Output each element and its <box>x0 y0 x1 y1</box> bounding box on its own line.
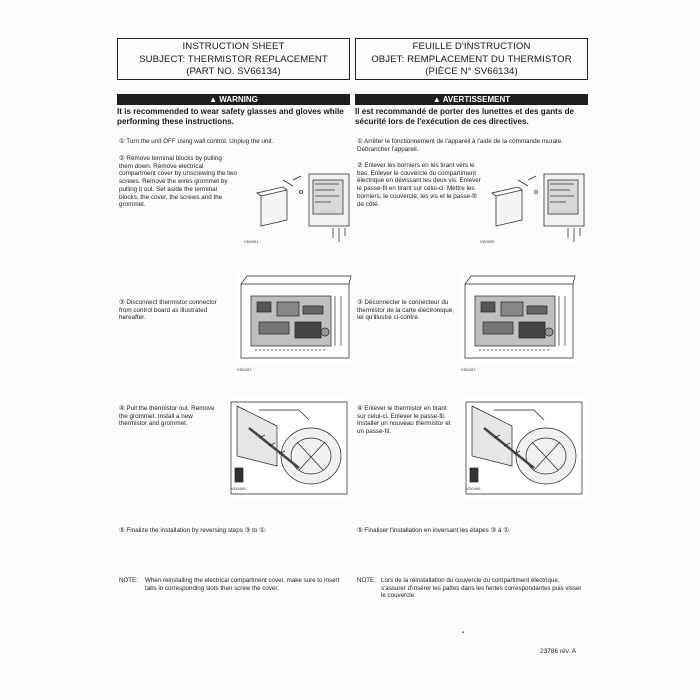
french-title-box <box>355 38 588 80</box>
document-number: 23786 rév. A <box>540 648 577 655</box>
french-warning-text: Il est recommandé de porter des lunettes et des gants de sécurité lors de l'exécution de ces directives. <box>355 107 575 126</box>
french-step-4: ④ Enlever le thermistor en tirant sur celui-ci. Enlever le passe-fil. Installer un nouveau thermistor et un passe-fil. <box>357 405 451 436</box>
english-figure-cover-removal <box>243 170 355 250</box>
french-figure-2-code: VD0497 <box>461 367 476 372</box>
french-note-label: NOTE: <box>357 577 376 584</box>
french-note-text: Lors de la réinstallation du couvercle du compartiment électrique, s'assurer d'insérer les pattes dans les fentes correspondantes puis visser le couvercle. <box>381 577 582 600</box>
french-figure-3-code: VD0496 <box>466 486 481 491</box>
english-step-4: ④ Pull the thermistor out. Remove the grommet. Install a new thermistor and grommet. <box>119 405 215 428</box>
english-title-line-2: SUBJECT: THERMISTOR REPLACEMENT <box>139 53 328 65</box>
french-figure-thermistor <box>464 398 586 498</box>
english-note-label: NOTE: <box>119 577 138 584</box>
french-figure-control-board <box>459 272 577 364</box>
english-figure-2-code: VD0497 <box>237 367 252 372</box>
english-title-line-3: (PART NO. SV66134) <box>186 66 281 77</box>
english-step-1: ① Turn the unit OFF using wall control. Unplug the unit. <box>119 138 274 145</box>
english-figure-3-code: VD0496 <box>231 486 246 491</box>
french-step-1: ① Arrêter le fonctionnement de l'appareil à l'aide de la commande murale. Débrancher l'appareil. <box>357 138 563 153</box>
english-step-5: ⑤ Finalize the installation by reversing steps ③ to ①. <box>119 527 267 534</box>
french-figure-1-code: VD0090 <box>480 239 495 244</box>
english-step-2: ② Remove terminal blocks by pulling them down. Remove electrical compartment cover by unscrewing the two screws. Remove the wires grommet by pulling it out. Set aside the terminal blocks, the cover, the screws and the grommet. <box>119 155 237 209</box>
stray-mark: ▪ <box>462 630 465 636</box>
french-step-2: ② Enlever les borniers en les tirant vers le bas. Enlever le couvercle du compartiment électrique en dévissant les deux vis. Enlever le passe-fil en tirant sur celui-ci. Mettre les borniers, le couvercle, les vis et le passe-fil de côté. <box>357 162 481 208</box>
french-title-line-3: (PIÈCE N° SV66134) <box>425 66 518 77</box>
english-figure-thermistor <box>229 398 351 498</box>
english-warning-bar: ▲ WARNING <box>117 94 350 105</box>
french-figure-cover-removal <box>478 170 590 250</box>
english-step-3: ③ Disconnect thermistor connector from control board as illustrated hereafter. <box>119 299 217 322</box>
french-step-5: ⑤ Finaliser l'installation en inversant les étapes ③ à ①. <box>357 527 511 534</box>
english-figure-control-board <box>235 272 353 364</box>
english-column <box>117 38 350 126</box>
english-warning-text: It is recommended to wear safety glasses and gloves while performing these instructions. <box>117 107 344 126</box>
french-warning-bar: ▲ AVERTISSEMENT <box>355 94 588 105</box>
english-title-box <box>117 38 350 80</box>
french-column <box>355 38 588 126</box>
french-step-3: ③ Déconnecter le connecteur du thermistor de la carte électronique, tel qu'illustré ci-contre. <box>357 299 454 322</box>
french-title-line-1: FEUILLE D'INSTRUCTION <box>412 41 531 52</box>
english-title-line-1: INSTRUCTION SHEET <box>182 41 285 52</box>
english-note-text: When reinstalling the electrical compartment cover, make sure to insert tabs in corresponding slots then screw the cover. <box>145 577 340 592</box>
english-figure-1-code: VD0091 <box>244 239 259 244</box>
french-title-line-2: OBJET: REMPLACEMENT DU THERMISTOR <box>371 53 572 65</box>
